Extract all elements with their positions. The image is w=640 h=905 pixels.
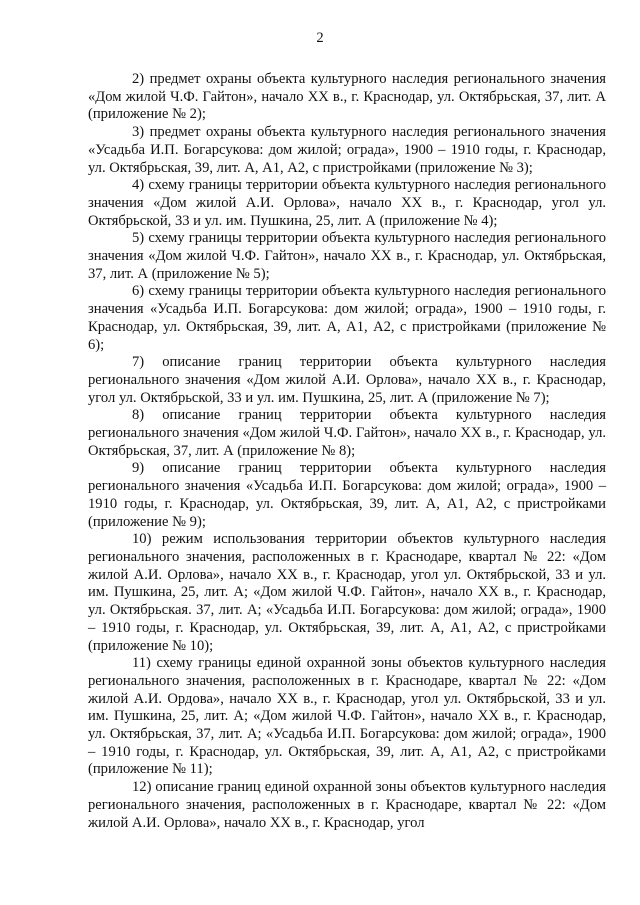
paragraph-item-4: 4) схему границы территории объекта культурного наследия регионального значения «Дом жилой А.И. Орлова», начало XX в., г. Краснодар, угол ул. Октябрьской, 33 и ул. им. Пушкина, 25, лит. А (приложение № 4); <box>88 177 606 229</box>
paragraph-item-9: 9) описание границ территории объекта культурного наследия регионального значения «Усадьба И.П. Богарсукова: дом жилой; ограда», 1900 – 1910 годы, г. Краснодар, ул. Октябрьская, 39, лит. А, А1, А2, с пристройками (приложение № 9); <box>88 460 606 530</box>
paragraph-item-7: 7) описание границ территории объекта культурного наследия регионального значения «Дом жилой А.И. Орлова», начало XX в., г. Краснодар, угол ул. Октябрьской, 33 и ул. им. Пушкина, 25, лит. А (приложение № 7); <box>88 354 606 406</box>
paragraph-item-8: 8) описание границ территории объекта культурного наследия регионального значения «Дом жилой Ч.Ф. Гайтон», начало XX в., г. Краснодар, ул. Октябрьская, 37, лит. А (приложение № 8); <box>88 407 606 459</box>
document-body <box>88 71 606 832</box>
paragraph-item-3: 3) предмет охраны объекта культурного наследия регионального значения «Усадьба И.П. Богарсукова: дом жилой; ограда», 1900 – 1910 годы, г. Краснодар, ул. Октябрьская, 39, лит. А, А1, А2, с пристройками (приложение № 3); <box>88 124 606 176</box>
paragraph-item-6: 6) схему границы территории объекта культурного наследия регионального значения «Усадьба И.П. Богарсукова: дом жилой; ограда», 1900 – 1910 годы, г. Краснодар, ул. Октябрьская, 39, лит. А, А1, А2, с пристройками (приложение № 6); <box>88 283 606 353</box>
paragraph-item-2: 2) предмет охраны объекта культурного наследия регионального значения «Дом жилой Ч.Ф. Гайтон», начало XX в., г. Краснодар, ул. Октябрьская, 37, лит. А (приложение № 2); <box>88 71 606 123</box>
page-number: 2 <box>316 30 324 46</box>
paragraph-item-5: 5) схему границы территории объекта культурного наследия регионального значения «Дом жилой Ч.Ф. Гайтон», начало XX в., г. Краснодар, ул. Октябрьская, 37, лит. А (приложение № 5); <box>88 230 606 282</box>
paragraph-item-11: 11) схему границы единой охранной зоны объектов культурного наследия регионального значения, расположенных в г. Краснодаре, квартал № 22: «Дом жилой А.И. Ордова», начало XX в., г. Краснодар, угол ул. Октябрьской, 33 и ул. им. Пушкина, 25, лит. А; «Дом жилой Ч.Ф. Гайтон», начало XX в., г. Краснодар, ул. Октябрьская, 37, лит. А; «Усадьба И.П. Богарсукова: дом жилой; ограда», 1900 – 1910 годы, г. Краснодар, ул. Октябрьская, 39, лит. А, А1, А2, с пристройками (приложение № 11); <box>88 655 606 778</box>
paragraph-item-10: 10) режим использования территории объектов культурного наследия регионального значения, расположенных в г. Краснодаре, квартал № 22: «Дом жилой А.И. Орлова», начало XX в., г. Краснодар, угол ул. Октябрьской, 33 и ул. им. Пушкина, 25, лит. А; «Дом жилой Ч.Ф. Гайтон», начало XX в., г. Краснодар, ул. Октябрьская. 37, лит. А; «Усадьба И.П. Богарсукова: дом жилой; ограда», 1900 – 1910 годы, г. Краснодар, ул. Октябрьская, 39, лит. А, А1, А2, с пристройками (приложение № 10); <box>88 531 606 654</box>
paragraph-item-12: 12) описание границ единой охранной зоны объектов культурного наследия регионального значения, расположенных в г. Краснодаре, квартал № 22: «Дом жилой А.И. Орлова», начало XX в., г. Краснодар, угол <box>88 779 606 831</box>
